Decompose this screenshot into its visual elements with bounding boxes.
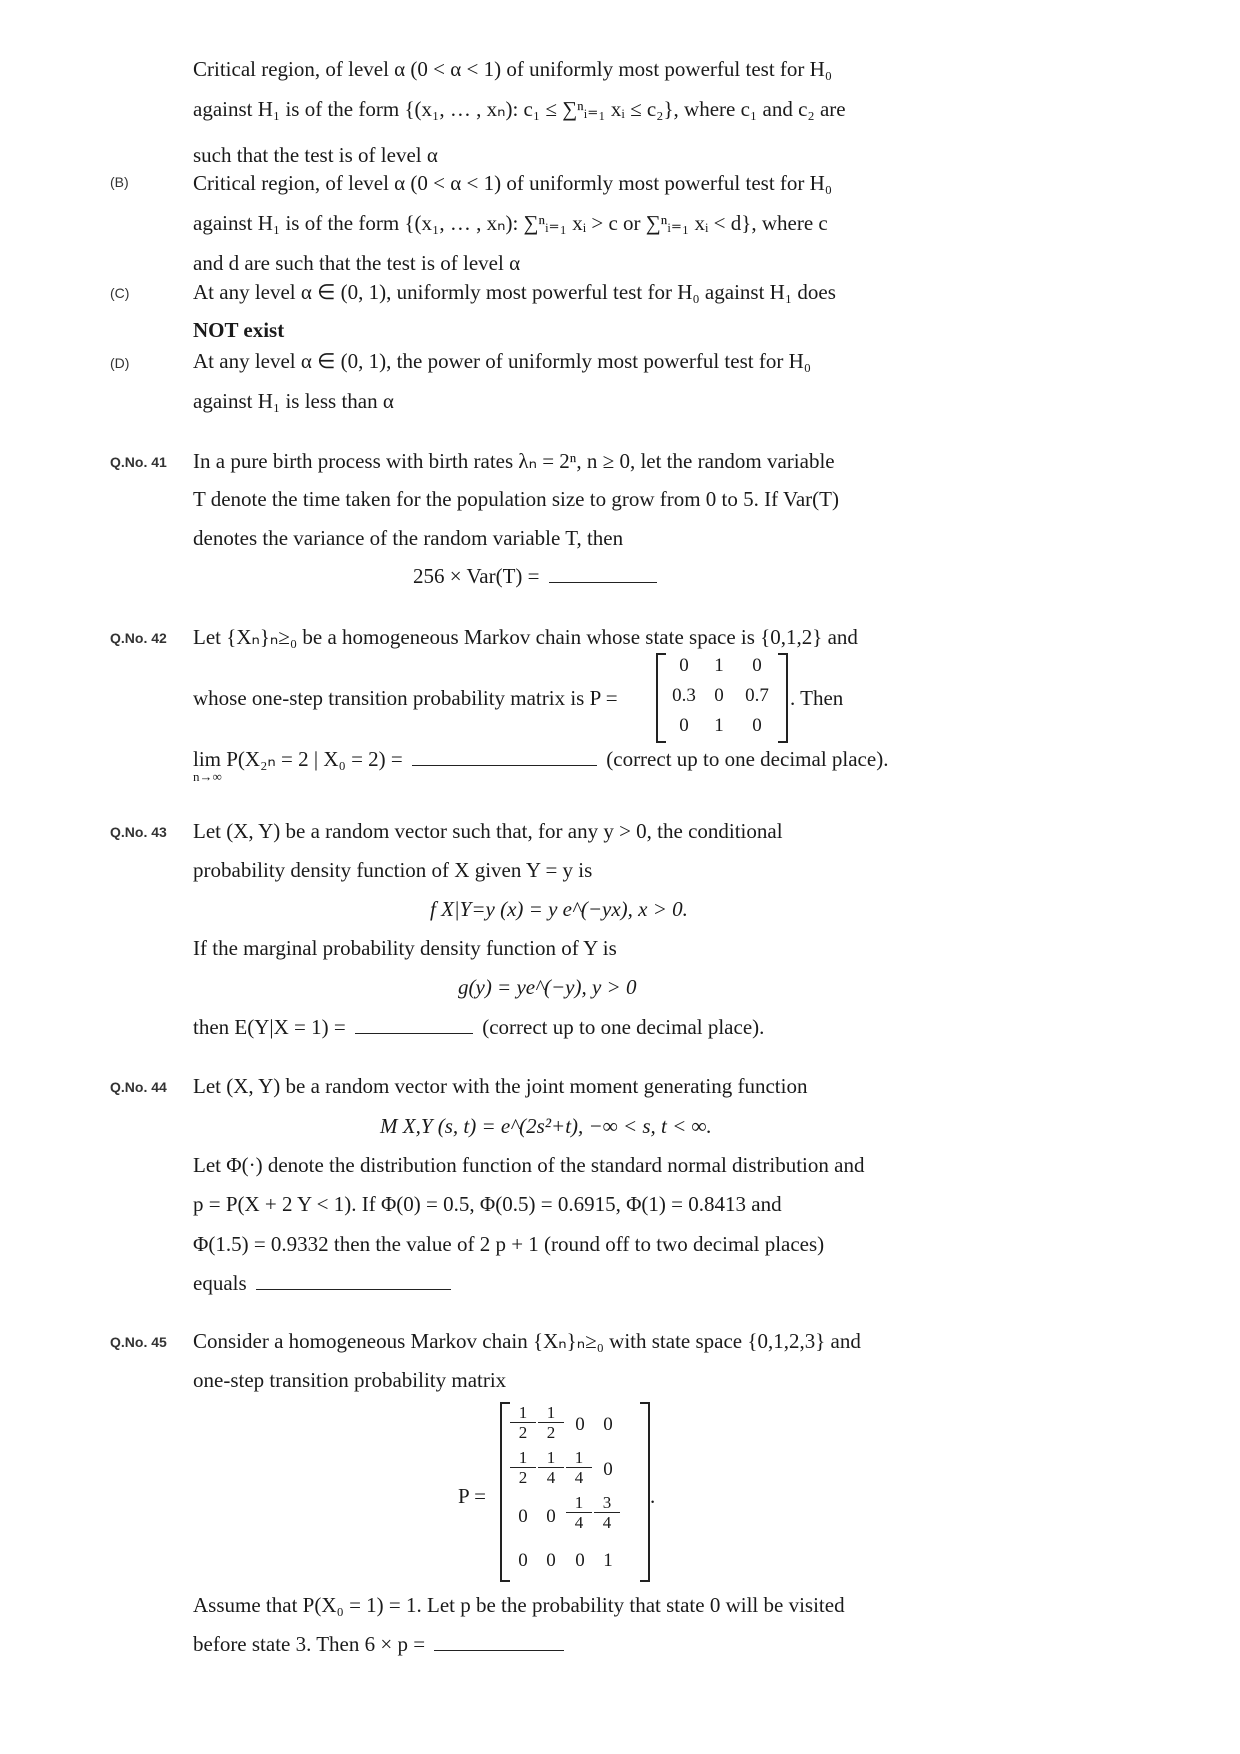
- matrix-cell: 0: [546, 1506, 556, 1527]
- matrix-cell: 0: [752, 715, 762, 736]
- question-42-line-1: Let {Xₙ}ₙ≥₀ be a homogeneous Markov chain whose state space is {0,1,2} and: [193, 625, 858, 649]
- matrix-cell-fraction: 1 4: [566, 1449, 592, 1486]
- question-42-limit-text: lim P(X₂ₙ = 2 | X₀ = 2) =: [193, 747, 403, 771]
- matrix-cell-fraction: 1 4: [566, 1494, 592, 1531]
- matrix-cell: 0: [603, 1414, 613, 1435]
- option-b-label: (B): [110, 174, 129, 190]
- question-43-eq-2: g(y) = ye^(−y), y > 0: [458, 975, 637, 999]
- option-a-line-1: Critical region, of level α (0 < α < 1) of uniformly most powerful test for H₀: [193, 57, 833, 81]
- matrix-cell: 0: [752, 655, 762, 676]
- question-43-line-1: Let (X, Y) be a random vector such that, for any y > 0, the conditional: [193, 819, 783, 843]
- matrix-cell: 1: [714, 715, 724, 736]
- question-41-line-2: T denote the time taken for the population size to grow from 0 to 5. If Var(T): [193, 487, 839, 511]
- question-41-line-3: denotes the variance of the random variable T, then: [193, 526, 624, 550]
- option-d-label: (D): [110, 355, 130, 371]
- matrix-cell-fraction: 1 2: [510, 1449, 536, 1486]
- option-b-line-1: Critical region, of level α (0 < α < 1) of uniformly most powerful test for H₀: [193, 171, 833, 195]
- question-44-line-1: Let (X, Y) be a random vector with the joint moment generating function: [193, 1074, 808, 1098]
- matrix-cell: 0: [518, 1506, 528, 1527]
- matrix-cell: 0: [546, 1550, 556, 1571]
- transition-matrix-4x4: [500, 1402, 650, 1580]
- question-43-note: (correct up to one decimal place).: [482, 1015, 765, 1039]
- option-b-line-2: against H₁ is of the form {(x₁, … , xₙ): ∑ⁿᵢ₌₁ xᵢ > c or ∑ⁿᵢ₌₁ xᵢ < d}, where c: [193, 211, 828, 235]
- question-43-then: [193, 1015, 764, 1039]
- matrix-cell: 0: [603, 1459, 613, 1480]
- matrix-period: .: [650, 1484, 656, 1508]
- matrix-cell: 0: [575, 1550, 585, 1571]
- matrix-cell-fraction: 1 2: [510, 1404, 536, 1441]
- question-44-line-2: Let Φ(·) denote the distribution function of the standard normal distribution and: [193, 1153, 865, 1177]
- matrix-cell-fraction: 3 4: [594, 1494, 620, 1531]
- question-45-line-1: Consider a homogeneous Markov chain {Xₙ}ₙ≥₀ with state space {0,1,2,3} and: [193, 1329, 861, 1353]
- question-42-label: Q.No. 42: [110, 630, 167, 646]
- matrix-cell: 1: [714, 655, 724, 676]
- limit-subscript: n→∞: [193, 769, 222, 784]
- matrix-cell: 0: [575, 1414, 585, 1435]
- question-44-mgf: M X,Y (s, t) = e^(2s²+t), −∞ < s, t < ∞.: [380, 1114, 712, 1138]
- question-45-label: Q.No. 45: [110, 1334, 167, 1350]
- question-43-line-2: probability density function of X given Y = y is: [193, 858, 593, 882]
- option-d-line-1: At any level α ∈ (0, 1), the power of uniformly most powerful test for H₀: [193, 349, 812, 373]
- question-41-line-1: In a pure birth process with birth rates λₙ = 2ⁿ, n ≥ 0, let the random variable: [193, 449, 835, 473]
- question-43-line-3: If the marginal probability density function of Y is: [193, 936, 617, 960]
- question-45-p-label: P =: [458, 1484, 486, 1508]
- matrix-cell: 0: [679, 655, 689, 676]
- question-44-equals: [193, 1271, 455, 1295]
- option-b-line-3: and d are such that the test is of level α: [193, 251, 521, 275]
- answer-blank[interactable]: [434, 1632, 564, 1651]
- question-45-line-3: Assume that P(X₀ = 1) = 1. Let p be the probability that state 0 will be visited: [193, 1593, 845, 1617]
- option-c-line-2: NOT exist: [193, 318, 285, 342]
- question-42-line-2: whose one-step transition probability matrix is P =: [193, 686, 618, 710]
- matrix-cell: 0: [714, 685, 724, 706]
- question-43-eq-1: f X|Y=y (x) = y e^(−yx), x > 0.: [430, 897, 688, 921]
- option-d-line-2: against H₁ is less than α: [193, 389, 394, 413]
- option-c-label: (C): [110, 285, 130, 301]
- question-43-then-text: then E(Y|X = 1) =: [193, 1015, 346, 1039]
- matrix-cell: 1: [603, 1550, 613, 1571]
- question-42-then: . Then: [790, 686, 844, 710]
- question-44-label: Q.No. 44: [110, 1079, 167, 1095]
- question-43-label: Q.No. 43: [110, 824, 167, 840]
- matrix-cell-fraction: 1 4: [538, 1449, 564, 1486]
- question-44-line-4: Φ(1.5) = 0.9332 then the value of 2 p + 1 (round off to two decimal places): [193, 1232, 825, 1256]
- answer-blank[interactable]: [412, 747, 597, 766]
- matrix-cell-fraction: 1 2: [538, 1404, 564, 1441]
- left-bracket: [500, 1402, 510, 1582]
- matrix-cell: 0: [679, 715, 689, 736]
- question-42-note: (correct up to one decimal place).: [606, 747, 889, 771]
- matrix-cell: 0: [518, 1550, 528, 1571]
- matrix-cell: 0.3: [672, 685, 696, 706]
- right-bracket: [778, 653, 788, 743]
- answer-blank[interactable]: [549, 564, 657, 583]
- option-c-line-1: At any level α ∈ (0, 1), uniformly most powerful test for H₀ against H₁ does: [193, 280, 836, 304]
- option-a-line-3: such that the test is of level α: [193, 143, 438, 167]
- question-45-answer: [193, 1632, 568, 1656]
- option-a-line-2: against H₁ is of the form {(x₁, … , xₙ): c₁ ≤ ∑ⁿᵢ₌₁ xᵢ ≤ c₂}, where c₁ and c₂ are: [193, 97, 846, 121]
- transition-matrix-3x3: [656, 653, 788, 741]
- question-41-equation-text: 256 × Var(T) =: [413, 564, 540, 588]
- question-41-label: Q.No. 41: [110, 454, 167, 470]
- question-42-limit: [193, 747, 888, 771]
- matrix-cell: 0.7: [745, 685, 769, 706]
- left-bracket: [656, 653, 666, 743]
- question-44-line-3: p = P(X + 2 Y < 1). If Φ(0) = 0.5, Φ(0.5) = 0.6915, Φ(1) = 0.8413 and: [193, 1192, 782, 1216]
- question-41-equation: [413, 564, 661, 588]
- question-44-line-5: equals: [193, 1271, 247, 1295]
- question-45-line-4: before state 3. Then 6 × p =: [193, 1632, 426, 1656]
- answer-blank[interactable]: [355, 1015, 473, 1034]
- right-bracket: [640, 1402, 650, 1582]
- question-45-line-2: one-step transition probability matrix: [193, 1368, 507, 1392]
- answer-blank[interactable]: [256, 1271, 451, 1290]
